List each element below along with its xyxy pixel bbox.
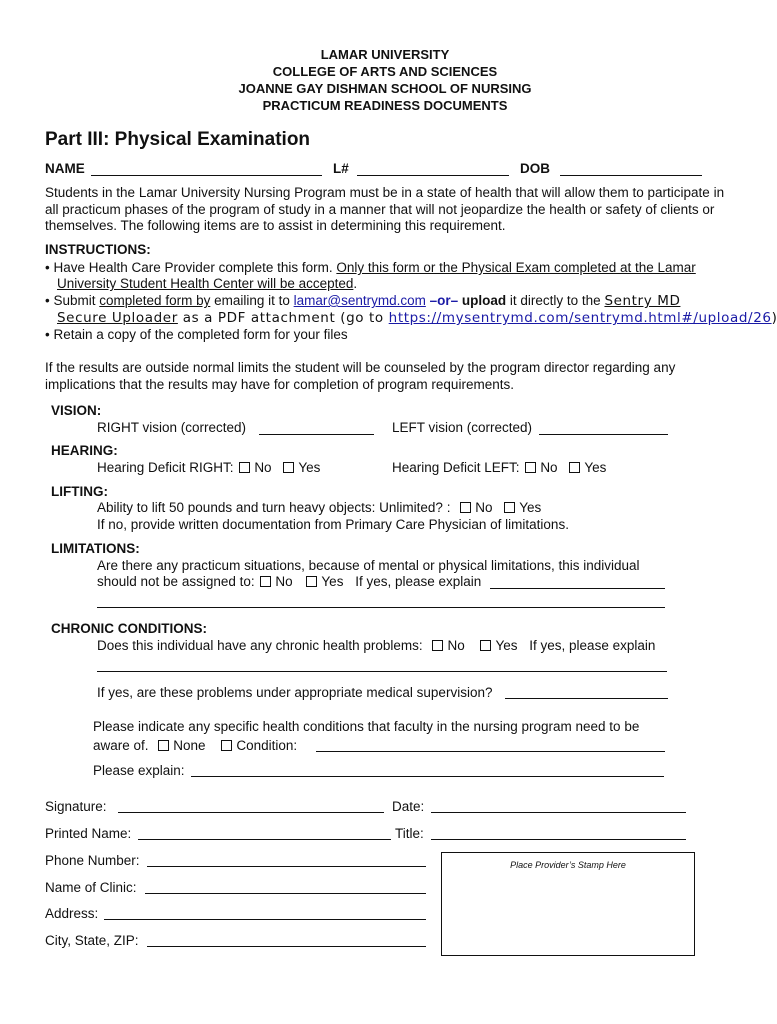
hearing-right-row (97, 460, 320, 475)
bullet-icon: • (45, 293, 50, 308)
instruction-text: as a PDF attachment (go to (177, 310, 389, 326)
left-vision-label: LEFT vision (corrected) (392, 420, 533, 435)
instruction-text: Have Health Care Provider complete this form. (53, 260, 337, 275)
provider-stamp-box[interactable] (441, 852, 695, 956)
city-state-zip-field[interactable] (147, 946, 426, 947)
instruction-text: it directly to the (506, 293, 605, 308)
conditions-text: Please indicate any specific health conditions that faculty in the nursing program need to be (93, 719, 640, 734)
header-college: COLLEGE OF ARTS AND SCIENCES (272, 64, 498, 79)
right-vision-label: RIGHT vision (corrected) (97, 420, 247, 435)
date-label: Date: (392, 799, 425, 814)
yes-label: Yes (298, 460, 321, 475)
yes-label: Yes (321, 574, 344, 589)
instruction-text: . (353, 276, 358, 291)
instructions-heading: INSTRUCTIONS: (45, 242, 151, 257)
instruction-text: ) (771, 310, 777, 326)
instruction-bullet-2-cont (57, 310, 777, 326)
no-label: No (540, 460, 558, 475)
supervision-question: If yes, are these problems under appropriate medical supervision? (97, 685, 493, 700)
hearing-right-no-checkbox[interactable] (239, 462, 250, 473)
lifting-yes-checkbox[interactable] (504, 502, 515, 513)
uploader-link[interactable]: Secure Uploader (57, 310, 178, 326)
lifting-note: If no, provide written documentation from Primary Care Physician of limitations. (97, 517, 569, 532)
right-vision-field[interactable] (259, 434, 374, 435)
signature-label: Signature: (45, 799, 107, 814)
limitations-no-checkbox[interactable] (260, 576, 271, 587)
lifting-heading: LIFTING: (51, 484, 108, 499)
none-label: None (173, 738, 206, 753)
chronic-row (97, 638, 655, 653)
page-title: Part III: Physical Examination (45, 129, 311, 150)
title-label: Title: (395, 826, 424, 841)
title-field[interactable] (431, 839, 686, 840)
lnum-field[interactable] (357, 175, 509, 176)
name-field[interactable] (91, 175, 322, 176)
lifting-row (97, 500, 541, 515)
instruction-bullet-3 (45, 327, 348, 342)
stamp-label: Place Provider’s Stamp Here (510, 860, 626, 870)
yes-label: Yes (519, 500, 542, 515)
chronic-explain-label: If yes, please explain (529, 638, 656, 653)
limitations-explain-line-2[interactable] (97, 607, 665, 608)
please-explain-field[interactable] (191, 776, 664, 777)
upload-text: upload (461, 293, 507, 308)
lifting-no-checkbox[interactable] (460, 502, 471, 513)
chronic-no-checkbox[interactable] (432, 640, 443, 651)
hearing-left-label: Hearing Deficit LEFT: (392, 460, 520, 475)
instruction-underlined: University Student Health Center will be accepted (57, 276, 354, 291)
chronic-yes-checkbox[interactable] (480, 640, 491, 651)
header-school: JOANNE GAY DISHMAN SCHOOL OF NURSING (238, 81, 532, 96)
chronic-explain-field[interactable] (97, 671, 667, 672)
yes-label: Yes (495, 638, 518, 653)
limitations-question: Are there any practicum situations, because of mental or physical limitations, this individual (97, 558, 640, 573)
limitations-question-cont: should not be assigned to: (97, 574, 255, 589)
results-note: If the results are outside normal limits the student will be counseled by the program director regarding any implications that the results may have for completion of program requirements. (45, 360, 676, 392)
condition-label: Condition: (236, 738, 298, 753)
limitations-yes-checkbox[interactable] (306, 576, 317, 587)
instruction-bullet-1 (45, 260, 696, 275)
hearing-left-yes-checkbox[interactable] (569, 462, 580, 473)
lnum-label: L# (333, 161, 349, 176)
instruction-text: Retain a copy of the completed form for your files (53, 327, 348, 342)
phone-label: Phone Number: (45, 853, 140, 868)
no-label: No (475, 500, 493, 515)
limitations-heading: LIMITATIONS: (51, 541, 140, 556)
intro-paragraph: Students in the Lamar University Nursing Program must be in a state of health that will allow them to participate in all practicum phases of the program of study in a manner that will not jeopardize the health or safety of clients or themselves. The following items are to assist in determining this requirement. (45, 185, 725, 233)
none-checkbox[interactable] (158, 740, 169, 751)
hearing-heading: HEARING: (51, 443, 118, 458)
or-text: –or– (425, 293, 462, 308)
date-field[interactable] (431, 812, 686, 813)
hearing-right-label: Hearing Deficit RIGHT: (97, 460, 234, 475)
city-state-zip-label: City, State, ZIP: (45, 933, 139, 948)
left-vision-field[interactable] (539, 434, 668, 435)
dob-field[interactable] (560, 175, 702, 176)
hearing-left-no-checkbox[interactable] (525, 462, 536, 473)
hearing-right-yes-checkbox[interactable] (283, 462, 294, 473)
name-label: NAME (45, 161, 85, 176)
yes-label: Yes (584, 460, 607, 475)
limitations-row (97, 574, 481, 589)
instruction-bullet-2 (45, 293, 680, 309)
printed-name-field[interactable] (138, 839, 391, 840)
no-label: No (254, 460, 272, 475)
phone-field[interactable] (147, 866, 426, 867)
conditions-text-cont: aware of. (93, 738, 149, 753)
chronic-question: Does this individual have any chronic health problems: (97, 638, 423, 653)
sentry-link[interactable]: Sentry MD (604, 293, 681, 309)
clinic-field[interactable] (145, 893, 426, 894)
conditions-row (93, 738, 297, 753)
supervision-field[interactable] (505, 698, 668, 699)
instruction-underlined: completed form by (99, 293, 211, 308)
hearing-left-row (392, 460, 606, 475)
no-label: No (447, 638, 465, 653)
email-link[interactable]: lamar@sentrymd.com (293, 293, 426, 308)
upload-url-link[interactable]: https://mysentrymd.com/sentrymd.html#/upload/26 (388, 310, 772, 326)
limitations-explain-label: If yes, please explain (355, 574, 482, 589)
lifting-question: Ability to lift 50 pounds and turn heavy objects: Unlimited? : (97, 500, 451, 515)
vision-heading: VISION: (51, 403, 102, 418)
condition-field[interactable] (316, 751, 665, 752)
condition-checkbox[interactable] (221, 740, 232, 751)
bullet-icon: • (45, 260, 50, 275)
address-field[interactable] (104, 919, 426, 920)
instruction-bullet-1-cont (57, 276, 357, 291)
please-explain-label: Please explain: (93, 763, 185, 778)
instruction-underlined: Only this form or the Physical Exam completed at the Lamar (336, 260, 696, 275)
header-university: LAMAR UNIVERSITY (320, 47, 450, 62)
clinic-label: Name of Clinic: (45, 880, 137, 895)
printed-name-label: Printed Name: (45, 826, 132, 841)
bullet-icon: • (45, 327, 50, 342)
address-label: Address: (45, 906, 99, 921)
signature-field[interactable] (118, 812, 384, 813)
dob-label: DOB (520, 161, 550, 176)
header-documents: PRACTICUM READINESS DOCUMENTS (262, 98, 508, 113)
instruction-text: emailing it to (210, 293, 294, 308)
instruction-text: Submit (53, 293, 100, 308)
limitations-explain-field[interactable] (490, 588, 665, 589)
chronic-heading: CHRONIC CONDITIONS: (51, 621, 207, 636)
no-label: No (275, 574, 293, 589)
